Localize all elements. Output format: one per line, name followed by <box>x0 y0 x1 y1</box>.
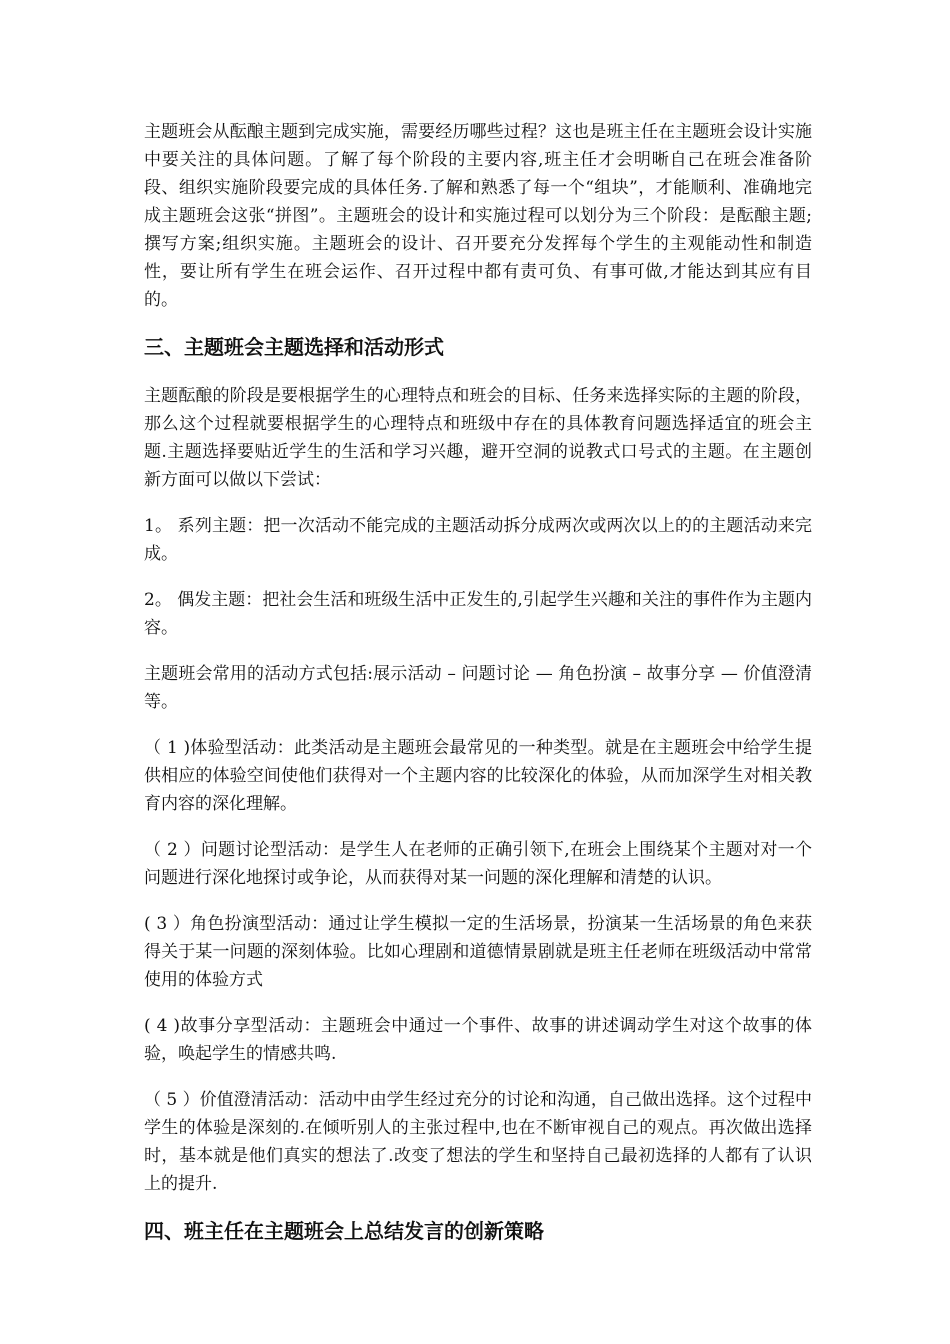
list-item-discussion-activity: （ 2 ）问题讨论型活动：是学生人在老师的正确引领下,在班会上围绕某个主题对对一个问题进行深化地探讨或争论，从而获得对某一问题的深化理解和清楚的认识。 <box>144 840 812 888</box>
paragraph-theme-selection: 主题酝酿的阶段是要根据学生的心理特点和班会的目标、任务来选择实际的主题的阶段，那么这个过程就要根据学生的心理特点和班级中存在的具体教育问题选择适宜的班会主题.主题选择要贴近学生的生活和学习兴趣，避开空洞的说教式口号式的主题。在主题创新方面可以做以下尝试： <box>144 386 812 490</box>
section-heading-3: 三、主题班会主题选择和活动形式 <box>144 335 444 359</box>
list-item-value-clarification-activity: （ 5 ）价值澄清活动：活动中由学生经过充分的讨论和沟通，自己做出选择。这个过程中学生的体验是深刻的.在倾听别人的主张过程中,也在不断审视自己的观点。再次做出选择时，基本就是他们真实的想法了.改变了想法的学生和坚持自己最初选择的人都有了认识上的提升. <box>144 1090 812 1194</box>
section-heading-4: 四、班主任在主题班会上总结发言的创新策略 <box>144 1219 544 1243</box>
list-item-experience-activity: （ 1 )体验型活动：此类活动是主题班会最常见的一种类型。就是在主题班会中给学生提供相应的体验空间使他们获得对一个主题内容的比较深化的体验，从而加深学生对相关教育内容的深化理解。 <box>144 738 812 814</box>
list-item-story-sharing-activity: ( 4 )故事分享型活动：主题班会中通过一个事件、故事的讲述调动学生对这个故事的体验，唤起学生的情感共鸣. <box>144 1016 812 1064</box>
paragraph-intro: 主题班会从酝酿主题到完成实施，需要经历哪些过程？这也是班主任在主题班会设计实施中要关注的具体问题。了解了每个阶段的主要内容,班主任才会明晰自己在班会准备阶段、组织实施阶段要完成的具体任务.了解和熟悉了每一个“组块”，才能顺利、准确地完成主题班会这张“拼图”。主题班会的设计和实施过程可以划分为三个阶段：是酝酿主题;撰写方案;组织实施。主题班会的设计、召开要充分发挥每个学生的主观能动性和制造性，要让所有学生在班会运作、召开过程中都有责可负、有事可做,才能达到其应有目的。 <box>144 122 812 310</box>
paragraph-activity-forms: 主题班会常用的活动方式包括:展示活动 – 问题讨论 — 角色扮演 – 故事分享 — 价值澄清等。 <box>144 664 812 712</box>
list-item-role-play-activity: ( 3 ）角色扮演型活动：通过让学生模拟一定的生活场景，扮演某一生活场景的角色来获得关于某一问题的深刻体验。比如心理剧和道德情景剧就是班主任老师在班级活动中常常使用的体验方式 <box>144 914 812 990</box>
document-body <box>144 118 812 1266</box>
list-item-series-theme: 1。 系列主题：把一次活动不能完成的主题活动拆分成两次或两次以上的的主题活动来完成。 <box>144 516 812 564</box>
list-item-incidental-theme: 2。 偶发主题：把社会生活和班级生活中正发生的,引起学生兴趣和关注的事件作为主题内容。 <box>144 590 812 638</box>
